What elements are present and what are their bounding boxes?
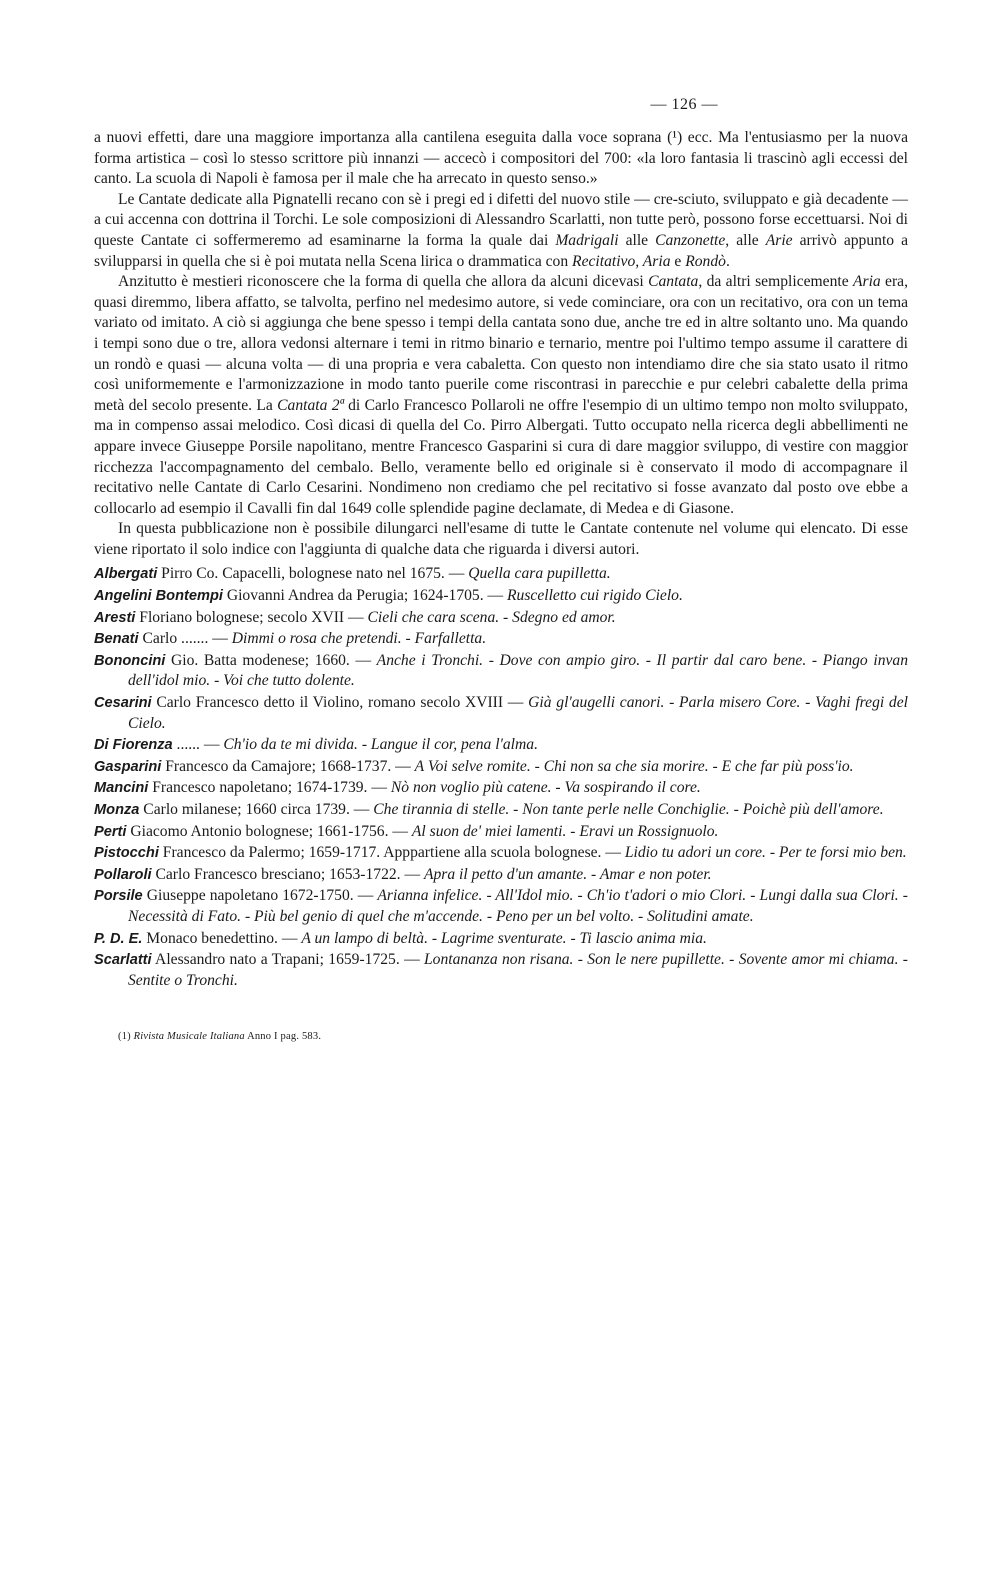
- footnote-marker: (1): [118, 1031, 134, 1043]
- composer-details: Carlo ....... —: [138, 630, 232, 648]
- italic-text: Recitativo, Aria: [572, 252, 671, 270]
- paragraph: [94, 190, 908, 272]
- composer-name: P. D. E.: [94, 930, 143, 947]
- composer-works: Quella cara pupilletta.: [468, 565, 611, 583]
- text-segment: e: [670, 252, 686, 270]
- italic-text: Madrigali: [555, 231, 619, 249]
- text-segment: .: [725, 252, 730, 270]
- composer-entry: [94, 929, 908, 950]
- text-segment: , da altri semplicemente: [698, 273, 853, 291]
- composer-entry: [94, 843, 908, 864]
- composer-entry: [94, 950, 908, 991]
- composer-entry: [94, 586, 908, 607]
- italic-text: Cantata 2ª: [277, 396, 344, 414]
- paragraph: [94, 519, 908, 560]
- composer-details: Floriano bolognese; secolo XVII —: [135, 608, 368, 626]
- composer-name: Cesarini: [94, 695, 152, 712]
- composer-name: Albergati: [94, 566, 158, 583]
- text-segment: a nuovi effetti, dare una maggiore importanza alla cantilena eseguita dalla voce soprana (¹) ecc. Ma l'entusiasmo per la nuova forma artistica – così lo stesso scrittore più innanzi — accecò i compositori del 700: «la loro fantasia li trascinò agli eccessi del canto. La scuola di Napoli è famosa per il male che ha arrecato in questo senso.»: [94, 129, 908, 188]
- italic-text: Rondò: [685, 252, 726, 270]
- composer-details: Giacomo Antonio bolognese; 1661-1756. —: [126, 822, 412, 840]
- composer-details: Francesco napoletano; 1674-1739. —: [148, 779, 391, 797]
- composer-entry: [94, 865, 908, 886]
- composer-details: ...... —: [172, 736, 224, 754]
- composer-details: Carlo Francesco detto il Violino, romano secolo XVIII —: [151, 694, 529, 712]
- page-number: — 126 —: [650, 96, 718, 113]
- composer-entry: [94, 778, 908, 799]
- composer-entry: [94, 564, 908, 585]
- composer-name: Di Fiorenza: [94, 737, 173, 754]
- composer-entry: [94, 800, 908, 821]
- composer-details: Carlo milanese; 1660 circa 1739. —: [139, 801, 374, 818]
- composer-name: Monza: [94, 802, 140, 818]
- composer-entry: [94, 822, 908, 843]
- composer-entry: [94, 757, 908, 778]
- composer-works: Cieli che cara scena. - Sdegno ed amor.: [367, 608, 616, 626]
- composer-name: Gasparini: [94, 758, 162, 775]
- composer-name: Scarlatti: [94, 952, 152, 969]
- composer-works: Lidio tu adori un core. - Per te forsi mio ben.: [624, 844, 907, 862]
- composer-works: Che tirannia di stelle. - Non tante perle nelle Conchiglie. - Poichè più dell'amore.: [373, 801, 884, 818]
- composer-works: A Voi selve romite. - Chi non sa che sia morire. - E che far più poss'io.: [414, 757, 854, 775]
- composer-works: Al suon de' miei lamenti. - Eravi un Rossignuolo.: [411, 822, 719, 840]
- text-segment: Anzitutto è mestieri riconoscere che la forma di quella che allora da alcuni dicevasi: [118, 273, 649, 291]
- composer-name: Pollaroli: [94, 866, 152, 883]
- composer-index: [94, 564, 908, 991]
- composer-works: Ruscelletto cui rigido Cielo.: [507, 587, 683, 605]
- composer-works: Lontananza non risana. - Son le nere pupillette. - Sovente amor mi chiama. - Sentite o Tronchi.: [128, 951, 908, 989]
- composer-entry: [94, 693, 908, 734]
- composer-entry: [94, 608, 908, 629]
- text-segment: In questa pubblicazione non è possibile dilungarci nell'esame di tutte le Cantate contenute nel volume qui elencato. Di esse viene riportato il solo indice con l'aggiunta di qualche data che riguarda i diversi autori.: [94, 520, 908, 558]
- text-segment: , alle: [725, 231, 766, 249]
- italic-text: Arie: [765, 231, 793, 249]
- composer-entry: [94, 629, 908, 650]
- composer-works: Anche i Tronchi. - Dove con ampio giro. - Il partir dal caro bene. - Piango invan dell'idol mio. - Voi che tutto dolente.: [128, 651, 909, 690]
- italic-text: Cantata: [648, 273, 699, 291]
- composer-entry: [94, 886, 908, 927]
- composer-works: Ch'io da te mi divida. - Langue il cor, pena l'alma.: [223, 736, 538, 754]
- composer-name: Benati: [94, 631, 139, 648]
- composer-name: Mancini: [94, 780, 149, 797]
- paragraph: [94, 128, 908, 190]
- composer-details: Francesco da Camajore; 1668-1737. —: [161, 757, 415, 775]
- composer-entry: [94, 651, 908, 692]
- text-segment: alle: [618, 231, 656, 249]
- composer-name: Aresti: [94, 609, 136, 626]
- body-text: [94, 128, 908, 560]
- composer-details: Carlo Francesco bresciano; 1653-1722. —: [151, 865, 424, 883]
- text-segment: arrivò appunto a svilupparsi in quella che si è poi mutata nella Scena lirica o drammatica con: [94, 231, 909, 270]
- composer-works: Dimmi o rosa che pretendi. - Farfalletta.: [231, 630, 487, 648]
- composer-works: A un lampo di beltà. - Lagrime sventurate. - Ti lascio anima mia.: [301, 929, 707, 947]
- composer-details: Pirro Co. Capacelli, bolognese nato nel 1675. —: [157, 565, 469, 583]
- composer-details: Alessandro nato a Trapani; 1659-1725. —: [151, 951, 424, 969]
- footnote: [94, 1031, 908, 1042]
- paragraph: [94, 272, 908, 519]
- italic-text: Canzonette: [655, 231, 726, 249]
- composer-name: Pistocchi: [94, 845, 159, 862]
- composer-name: Angelini Bontempi: [94, 588, 223, 605]
- composer-details: Giovanni Andrea da Perugia; 1624-1705. —: [222, 587, 508, 605]
- footnote-rest: Anno I pag. 583.: [244, 1031, 322, 1043]
- italic-text: Aria: [852, 273, 881, 291]
- text-segment: era, quasi diremmo, libera affatto, se talvolta, perfino nel medesimo autore, si vede cominciare, ora con un recitativo, ora con un tema variato od imitato. A ciò si aggiunga che bene spesso i tempi della cantata sono due, anche tre ed in altre soltanto uno. Ma quando i tempi sono due o tre, allora vedonsi alternare i temi in ritmo binario e ternario, mentre poi l'ultimo tempo assume il carattere di un rondò e quasi — alcuna volta — di una propria e vera cabaletta. Con questo non intendiamo dire che sia stato usato il ritmo così uniformemente e l'armonizzazione in modo tanto puerile come riscontrasi in parecchie e pur celebri cabalette della prima metà del secolo presente. La: [94, 273, 908, 414]
- composer-name: Bononcini: [94, 652, 166, 669]
- composer-works: Già gl'augelli canori. - Parla misero Core. - Vaghi fregi del Cielo.: [128, 694, 908, 732]
- composer-details: Monaco benedettino. —: [142, 929, 302, 947]
- composer-details: Francesco da Palermo; 1659-1717. Apppartiene alla scuola bolognese. —: [158, 844, 625, 862]
- composer-works: Arianna infelice. - All'Idol mio. - Ch'io t'adori o mio Clori. - Lungi dalla sua Clori. - Necessità di Fato. - Più bel genio di quel che m'accende. - Peno per un bel volto. - Solitudini amate.: [128, 887, 908, 925]
- footnote-source: Rivista Musicale Italiana: [133, 1031, 245, 1043]
- composer-entry: [94, 735, 908, 756]
- text-segment: Le Cantate dedicate alla Pignatelli recano con sè i pregi ed i difetti del nuovo stile — cre-sciuto, sviluppato e già decadente — a cui accenna con dottrina il Torchi. Le sole composizioni di Alessandro Scarlatti, non tutte però, possono forse eccettuarsi. Noi di queste Cantate ci soffermeremo ad esaminarne la forma la quale dai: [94, 190, 908, 249]
- composer-works: Nò non voglio più catene. - Va sospirando il core.: [390, 779, 701, 797]
- composer-details: Giuseppe napoletano 1672-1750. —: [142, 887, 378, 905]
- composer-details: Gio. Batta modenese; 1660. —: [165, 651, 377, 669]
- text-segment: di Carlo Francesco Pollaroli ne offre l'esempio di un ultimo tempo non molto sviluppato, ma in compenso assai melodico. Così dicasi di quella del Co. Pirro Albergati. Tutto occupato nella ricerca degli abbellimenti ne appare invece Giuseppe Porsile napolitano, mentre Francesco Gasparini si cura di dare maggior sviluppo, di vestire con maggior ricchezza l'accompagnamento del cembalo. Bello, veramente bello ed originale si è conservato il modo di accompagnare il recitativo nelle Cantate di Carlo Cesarini. Nondimeno non crediamo che pel recitativo si fosse avanzato dal posto ove ebbe a collocarlo ad esempio il Cavalli fin dal 1649 colle splendide pagine declamate, di Medea e di Giasone.: [94, 396, 908, 517]
- composer-name: Perti: [94, 823, 127, 840]
- composer-name: Porsile: [94, 888, 143, 905]
- composer-works: Apra il petto d'un amante. - Amar e non poter.: [423, 865, 712, 883]
